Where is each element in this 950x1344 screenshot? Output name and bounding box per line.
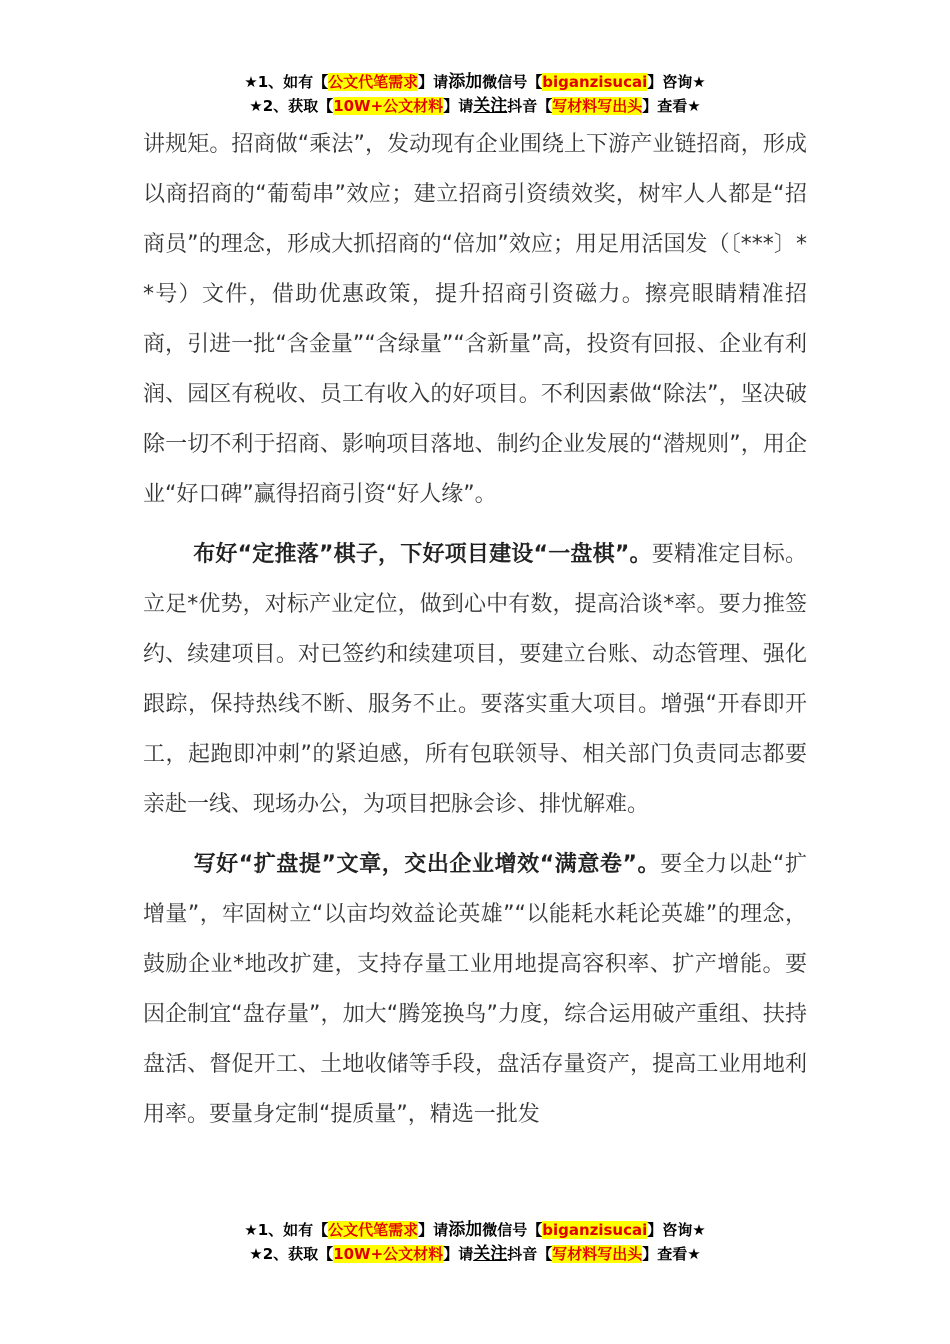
paragraph-2 <box>143 530 807 830</box>
banner-text: ★2、获取【 <box>249 97 334 115</box>
highlight-douyin-account: 写材料写出头 <box>552 1245 643 1263</box>
banner-emphasis: 关注 <box>473 96 508 116</box>
banner-text: 】请 <box>418 1221 449 1239</box>
banner-text: 抖音【 <box>507 1245 553 1263</box>
paragraph-3 <box>143 840 807 1140</box>
banner-line-2 <box>0 1242 950 1266</box>
banner-line-1 <box>0 70 950 94</box>
paragraph-heading: 写好“扩盘提”文章，交出企业增效“满意卷”。 <box>193 852 661 877</box>
banner-text: 】查看★ <box>642 1245 701 1263</box>
highlight-wechat-id: biganzisucai <box>542 1221 648 1239</box>
banner-emphasis: 关注 <box>473 1244 508 1264</box>
footer-banner <box>0 1218 950 1266</box>
paragraph-heading: 布好“定推落”棋子，下好项目建设“一盘棋”。 <box>193 542 652 567</box>
banner-text: 】咨询★ <box>647 1221 706 1239</box>
banner-text: 】查看★ <box>642 97 701 115</box>
highlight-materials: 10W+公文材料 <box>333 1245 444 1263</box>
banner-emphasis: 添加 <box>448 72 483 92</box>
banner-line-2 <box>0 94 950 118</box>
banner-text: 抖音【 <box>507 97 553 115</box>
banner-emphasis: 添加 <box>448 1220 483 1240</box>
banner-text: 微信号【 <box>482 1221 543 1239</box>
paragraph-text: 要全力以赴“扩增量”，牢固树立“以亩均效益论英雄”“以能耗水耗论英雄”的理念，鼓励企业*地改扩建，支持存量工业用地提高容积率、扩产增能。要因企制宜“盘存量”，加大“腾笼换鸟”力度，综合运用破产重组、扶持盘活、督促开工、土地收储等手段，盘活存量资产，提高工业用地利用率。要量身定制“提质量”，精选一批发 <box>143 852 807 1127</box>
banner-text: 】请 <box>443 97 474 115</box>
banner-text: ★2、获取【 <box>249 1245 334 1263</box>
highlight-materials: 10W+公文材料 <box>333 97 444 115</box>
banner-text: 微信号【 <box>482 73 543 91</box>
banner-text: 】请 <box>443 1245 474 1263</box>
highlight-service: 公文代笔需求 <box>328 73 419 91</box>
paragraph-text: 讲规矩。招商做“乘法”，发动现有企业围绕上下游产业链招商，形成以商招商的“葡萄串”效应；建立招商引资绩效奖，树牢人人都是“招商员”的理念，形成大抓招商的“倍加”效应；用足用活国发（〔***〕**号）文件，借助优惠政策，提升招商引资磁力。擦亮眼睛精准招商，引进一批“含金量”“含绿量”“含新量”高，投资有回报、企业有利润、园区有税收、员工有收入的好项目。不利因素做“除法”，坚决破除一切不利于招商、影响项目落地、制约企业发展的“潜规则”，用企业“好口碑”赢得招商引资“好人缘”。 <box>143 132 807 507</box>
banner-text: ★1、如有【 <box>244 73 329 91</box>
header-banner <box>0 70 950 118</box>
highlight-douyin-account: 写材料写出头 <box>552 97 643 115</box>
banner-text: ★1、如有【 <box>244 1221 329 1239</box>
banner-line-1 <box>0 1218 950 1242</box>
paragraph-text: 要精准定目标。立足*优势，对标产业定位，做到心中有数，提高洽谈*率。要力推签约、续建项目。对已签约和续建项目，要建立台账、动态管理、强化跟踪，保持热线不断、服务不止。要落实重大项目。增强“开春即开工，起跑即冲刺”的紧迫感，所有包联领导、相关部门负责同志都要亲赴一线、现场办公，为项目把脉会诊、排忧解难。 <box>143 542 807 817</box>
highlight-wechat-id: biganzisucai <box>542 73 648 91</box>
banner-text: 】咨询★ <box>647 73 706 91</box>
document-body <box>143 120 807 1140</box>
highlight-service: 公文代笔需求 <box>328 1221 419 1239</box>
paragraph-1 <box>143 120 807 520</box>
banner-text: 】请 <box>418 73 449 91</box>
